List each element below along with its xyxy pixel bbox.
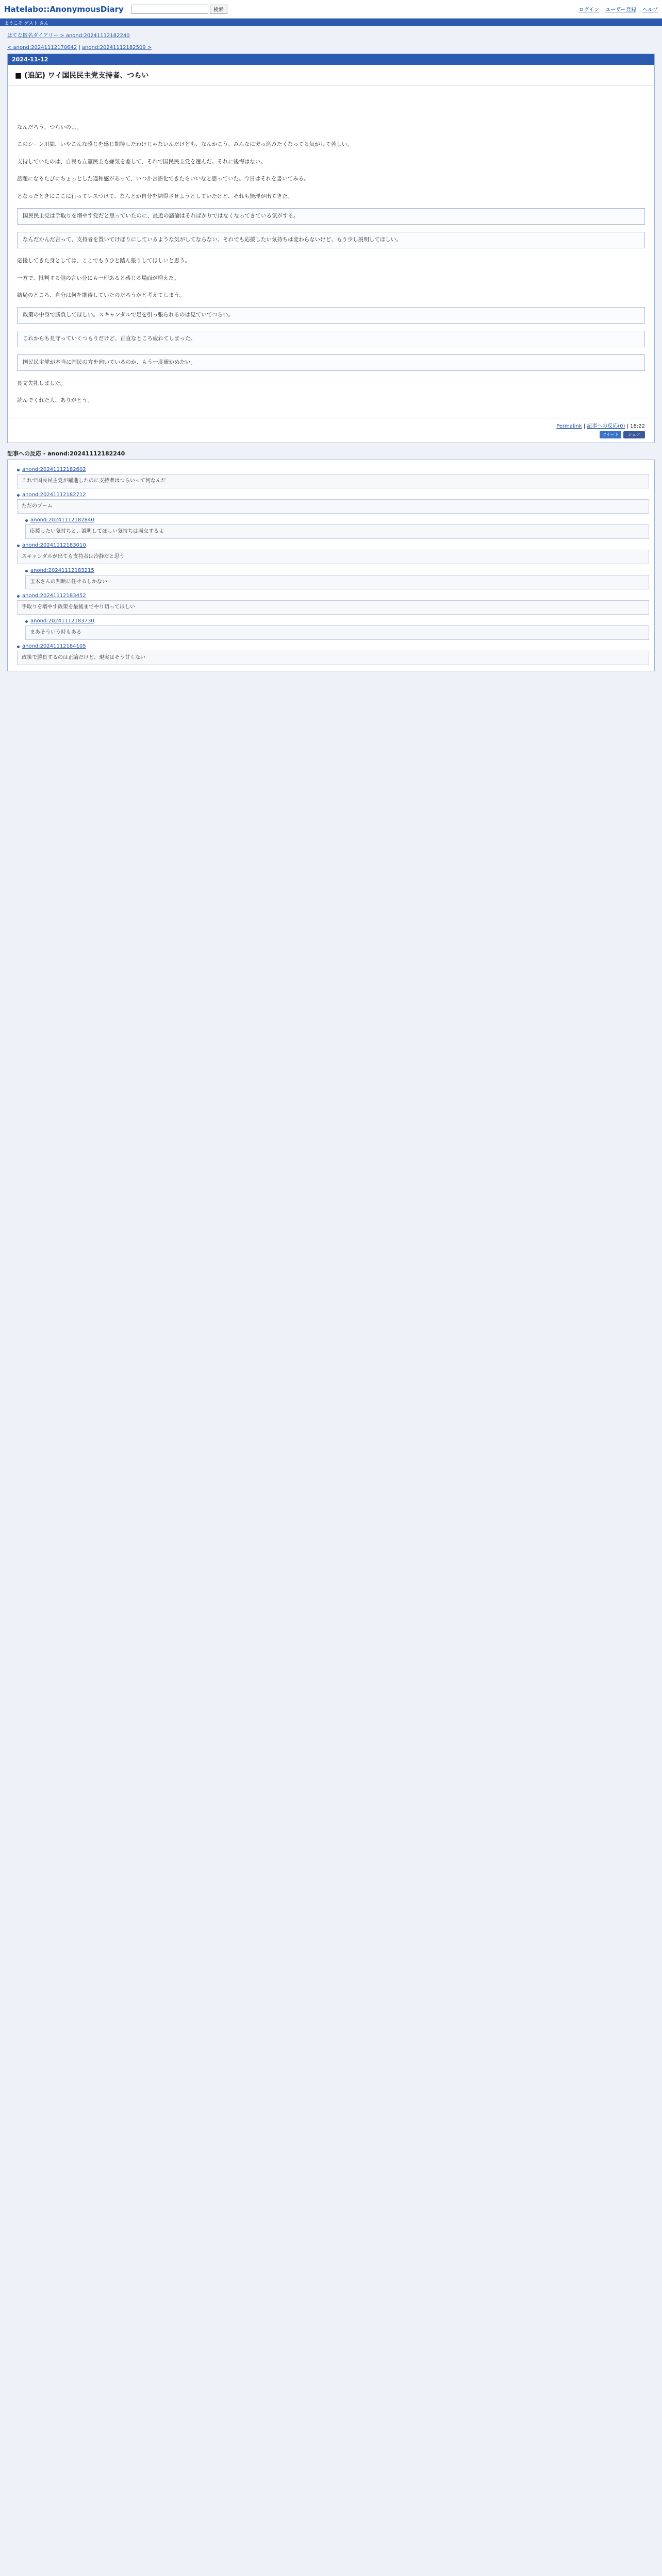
permalink[interactable]: Permalink bbox=[556, 423, 582, 429]
facebook-share-button[interactable]: シェア bbox=[623, 431, 645, 438]
entry-paragraph: 話題になるたびにちょっとした違和感があって、いつか言語化できたらいいなと思っていた。今日はそれを書いてみる。 bbox=[17, 176, 309, 182]
trackback-link[interactable]: anond:20241112183215 bbox=[25, 568, 94, 573]
trackback-excerpt: 手取りを増やす政策を最後までやり切ってほしい bbox=[17, 600, 649, 615]
list-item bbox=[17, 491, 649, 514]
prev-entry-link[interactable]: < anond:20241112170642 bbox=[7, 45, 77, 50]
entry-paragraph: なんだろう、つらいのよ。 bbox=[17, 124, 82, 130]
search-input[interactable] bbox=[131, 5, 208, 14]
list-item bbox=[17, 466, 649, 488]
trackback-link[interactable]: anond:20241112183730 bbox=[25, 618, 94, 624]
trackback-title: 記事への反応 - anond:20241112182240 bbox=[7, 450, 125, 457]
trackback-excerpt: 応援したい気持ちと、説明してほしい気持ちは両立するよ bbox=[25, 524, 649, 539]
next-entry-link[interactable]: anond:20241112182509 > bbox=[82, 45, 152, 50]
list-item bbox=[17, 541, 649, 564]
top-nav bbox=[579, 5, 658, 13]
quote-block: 国民民主党が本当に国民の方を向いているのか、もう一度確かめたい。 bbox=[17, 354, 645, 371]
entry-paragraph: 一方で、批判する側の言い分にも一理あると感じる場面が増えた。 bbox=[17, 275, 179, 281]
entry-footer: Permalink | 記事への反応(0) | 18:22 bbox=[8, 418, 654, 431]
share-buttons bbox=[8, 431, 654, 443]
trackback-excerpt: 玉木さんの判断に任せるしかない bbox=[25, 575, 649, 589]
entry-paragraph: 読んでくれた人、ありがとう。 bbox=[17, 397, 93, 404]
quote-block: 政策の中身で勝負してほしい。スキャンダルで足を引っ張られるのは見ていてつらい。 bbox=[17, 307, 645, 324]
entry-paragraph: 結局のところ、自分は何を期待していたのだろうかと考えてしまう。 bbox=[17, 292, 185, 298]
welcome-text: ようこそ ゲスト さん bbox=[4, 21, 49, 26]
welcome-bar bbox=[0, 19, 662, 26]
top-bar bbox=[0, 0, 662, 19]
trackback-link[interactable]: anond:20241112183010 bbox=[17, 543, 86, 548]
entry-paragraph: 応援してきた身としては、ここでもうひと踏ん張りしてほしいと思う。 bbox=[17, 258, 190, 264]
trackback-link[interactable]: anond:20241112182602 bbox=[17, 467, 86, 472]
trackback-excerpt: これで国民民主党が躍進したのに支持者はつらいって何なんだ bbox=[17, 474, 649, 488]
entry bbox=[7, 54, 655, 443]
entry-body bbox=[8, 86, 654, 418]
breadcrumb-path[interactable]: はてな匿名ダイアリー > anond:20241112182240 bbox=[7, 33, 130, 39]
quote-block: これからも見守っていくつもりだけど、正直なところ疲れてしまった。 bbox=[17, 331, 645, 347]
entry-paragraph: このシーン川間、いやこんな感じを感じ期待したわけじゃないんだけども、なんかこう、みんなに突っ込みたくなってる気がして苦しい。 bbox=[17, 141, 353, 148]
list-item bbox=[25, 567, 649, 589]
trackback-excerpt: 政策で勝負するのは正論だけど、現実はそう甘くない bbox=[17, 651, 649, 665]
entry-pager: < anond:20241112170642 | anond:20241112182509 > bbox=[7, 45, 152, 50]
list-item bbox=[25, 516, 649, 539]
trackback-link[interactable]: anond:20241112184105 bbox=[17, 643, 86, 649]
entry-title[interactable]: ■ (追記) ワイ国民民主党支持者、つらい bbox=[8, 65, 654, 86]
trackback-link[interactable]: anond:20241112183452 bbox=[17, 593, 86, 599]
entry-time: 18:22 bbox=[630, 423, 645, 429]
trackback-excerpt: まあそういう時もある bbox=[25, 625, 649, 640]
quote-block: 国民民主党は手取りを増やす党だと思っていたのに、最近の議論はそればかりではなくなってきている気がする。 bbox=[17, 208, 645, 225]
entry-paragraph: となったときにここに行ってレスつけて、なんとか自分を納得させようとしていたけど、それも無理が出てきた。 bbox=[17, 193, 293, 199]
list-item bbox=[17, 592, 649, 615]
trackback-link[interactable]: anond:20241112182840 bbox=[25, 517, 94, 523]
trackback-excerpt: スキャンダルが出ても支持者は冷静だと思う bbox=[17, 550, 649, 564]
reactions-link[interactable]: 記事への反応(0) bbox=[587, 423, 625, 429]
entry-paragraph: 長文失礼しました。 bbox=[17, 380, 66, 386]
tweet-button[interactable]: ツイート bbox=[600, 431, 621, 438]
trackback-link[interactable]: anond:20241112182712 bbox=[17, 492, 86, 498]
nav-register-link[interactable]: ユーザー登録 bbox=[605, 7, 636, 13]
entry-paragraph: 支持していたのは、自民も立憲民主も嫌気を差して、それで国民民主党を選んだ。それに後悔はない。 bbox=[17, 158, 266, 165]
nav-login-link[interactable]: ログイン bbox=[578, 7, 599, 13]
breadcrumb bbox=[0, 26, 662, 44]
nav-help-link[interactable]: ヘルプ bbox=[642, 7, 658, 13]
entry-date: 2024-11-12 bbox=[8, 54, 654, 65]
search-button[interactable]: 検索 bbox=[210, 5, 227, 14]
trackback-list bbox=[7, 460, 655, 671]
list-item bbox=[17, 642, 649, 665]
trackback-excerpt: ただのブーム bbox=[17, 499, 649, 514]
list-item bbox=[25, 617, 649, 640]
quote-block: なんだかんだ言って、支持者を置いてけぼりにしているような気がしてならない。それでも応援したい気持ちは変わらないけど、もう少し説明してほしい。 bbox=[17, 232, 645, 248]
site-logo[interactable]: Hatelabo::AnonymousDiary bbox=[4, 4, 124, 14]
